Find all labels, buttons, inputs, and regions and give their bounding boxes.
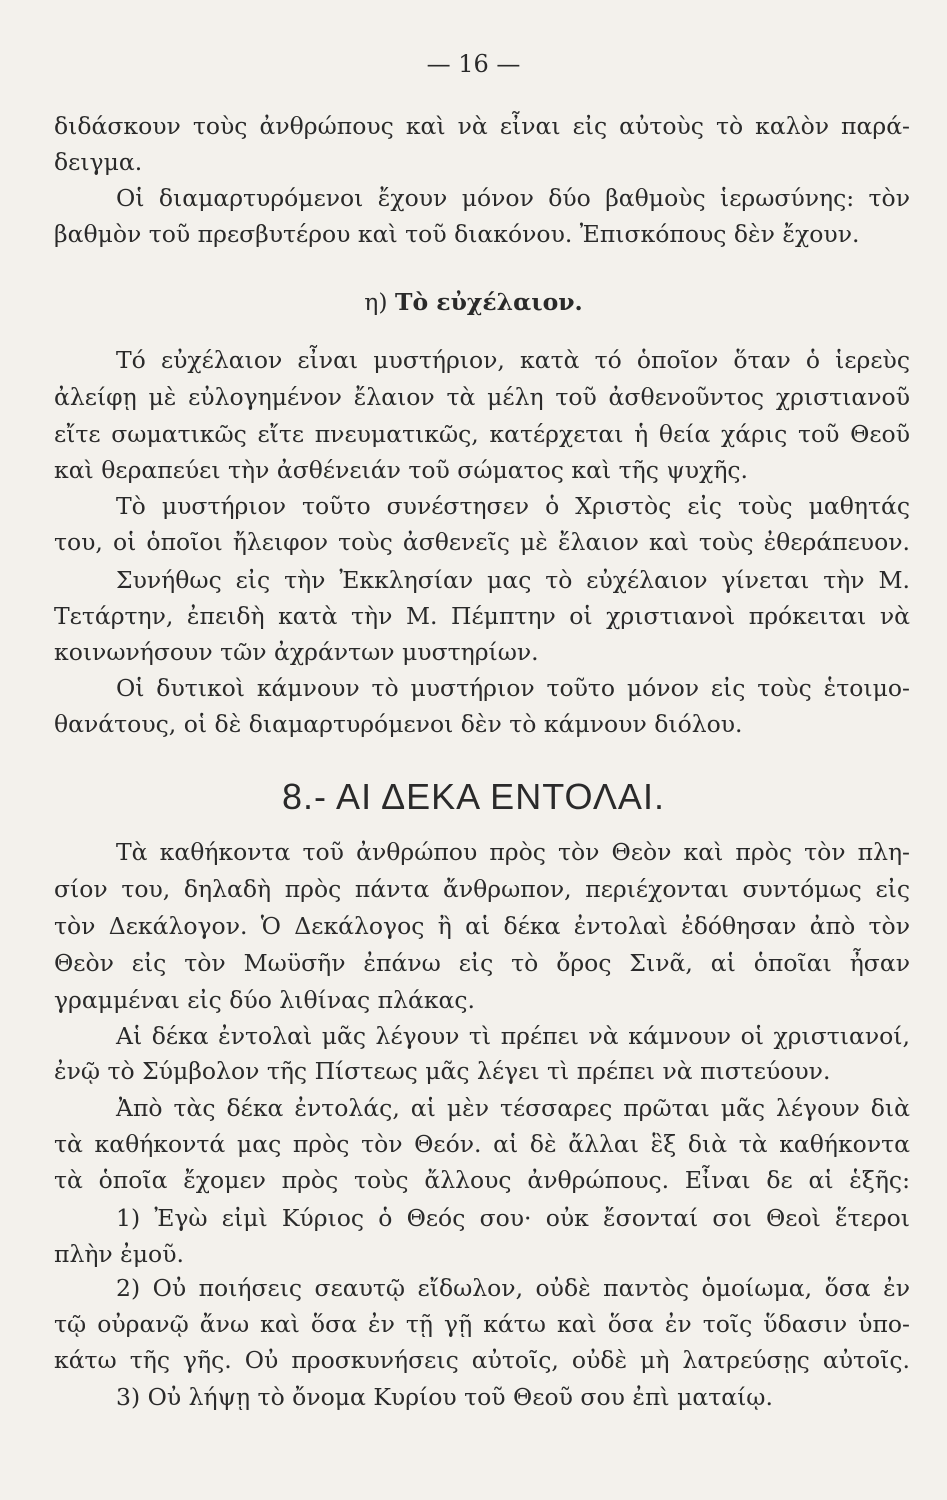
text-line: 3) Οὐ λήψῃ τὸ ὄνομα Κυρίου τοῦ Θεοῦ σου ἐπὶ ματαίῳ. [116, 1383, 773, 1411]
text-line: Τὸ μυστήριον τοῦτο συνέστησεν ὁ Χριστὸς εἰς τοὺς μαθητάς [116, 492, 910, 520]
text-line: τὰ ὁποῖα ἔχομεν πρὸς τοὺς ἄλλους ἀνθρώπους. Εἶναι δε αἱ ἑξῆς: [54, 1166, 910, 1194]
text-line: κοινωνήσουν τῶν ἀχράντων μυστηρίων. [54, 638, 539, 666]
text-line: του, οἱ ὁποῖοι ἤλειφον τοὺς ἀσθενεῖς μὲ ἔλαιον καὶ τοὺς ἐθεράπευον. [54, 528, 910, 556]
text-line: Ἀπὸ τὰς δέκα ἐντολάς, αἱ μὲν τέσσαρες πρῶται μᾶς λέγουν διὰ [116, 1094, 910, 1122]
subsection-label: η) [364, 288, 388, 316]
text-line: Τό εὐχέλαιον εἶναι μυστήριον, κατὰ τό ὁποῖον ὅταν ὁ ἱερεὺς [116, 346, 910, 374]
text-line: 1) Ἐγὼ εἰμὶ Κύριος ὁ Θεός σου· οὐκ ἔσονταί σοι Θεοὶ ἕτεροι [116, 1204, 910, 1232]
text-line: Θεὸν εἰς τὸν Μωϋσῆν ἐπάνω εἰς τὸ ὄρος Σινᾶ, αἱ ὁποῖαι ἦσαν [54, 949, 910, 977]
text-line: Τετάρτην, ἐπειδὴ κατὰ τὴν Μ. Πέμπτην οἱ χριστιανοὶ πρόκειται νὰ [54, 602, 910, 630]
section-title: 8.- ΑΙ ΔΕΚΑ ΕΝΤΟΛΑΙ. [282, 776, 665, 817]
text-line: Τὰ καθήκοντα τοῦ ἀνθρώπου πρὸς τὸν Θεὸν καὶ πρὸς τὸν πλη- [116, 838, 910, 866]
text-line: τὸν Δεκάλογον. Ὁ Δεκάλογος ἢ αἱ δέκα ἐντολαὶ ἐδόθησαν ἀπὸ τὸν [54, 912, 910, 940]
text-line: δειγμα. [54, 148, 143, 176]
text-line: 2) Οὐ ποιήσεις σεαυτῷ εἴδωλον, οὐδὲ παντὸς ὁμοίωμα, ὅσα ἐν [116, 1274, 910, 1302]
text-line: πλὴν ἐμοῦ. [54, 1240, 184, 1268]
text-line: εἴτε σωματικῶς εἴτε πνευματικῶς, κατέρχεται ἡ θεία χάρις τοῦ Θεοῦ [54, 420, 910, 448]
text-line: θανάτους, οἱ δὲ διαμαρτυρόμενοι δὲν τὸ κάμνουν διόλου. [54, 710, 743, 738]
subsection-heading [0, 284, 947, 320]
text-line: τῷ οὐρανῷ ἄνω καὶ ὅσα ἐν τῇ γῇ κάτω καὶ ὅσα ἐν τοῖς ὕδασιν ὑπο- [54, 1310, 910, 1338]
text-line: Αἱ δέκα ἐντολαὶ μᾶς λέγουν τὶ πρέπει νὰ κάμνουν οἱ χριστιανοί, [116, 1022, 910, 1050]
text-line: κάτω τῆς γῆς. Οὐ προσκυνήσεις αὐτοῖς, οὐδὲ μὴ λατρεύσῃς αὐτοῖς. [54, 1346, 910, 1374]
text-line: καὶ θεραπεύει τὴν ἀσθένειάν τοῦ σώματος καὶ τῆς ψυχῆς. [54, 456, 749, 484]
text-line: σίον του, δηλαδὴ πρὸς πάντα ἄνθρωπον, περιέχονται συντόμως εἰς [54, 875, 910, 903]
text-line: Συνήθως εἰς τὴν Ἐκκλησίαν μας τὸ εὐχέλαιον γίνεται τὴν Μ. [116, 566, 910, 594]
text-line: διδάσκουν τοὺς ἀνθρώπους καὶ νὰ εἶναι εἰς αὐτοὺς τὸ καλὸν παρά- [54, 112, 910, 140]
page-number: — 16 — [426, 50, 521, 78]
text-line: Οἱ διαμαρτυρόμενοι ἔχουν μόνον δύο βαθμοὺς ἱερωσύνης: τὸν [116, 184, 910, 212]
text-line: βαθμὸν τοῦ πρεσβυτέρου καὶ τοῦ διακόνου. Ἐπισκόπους δὲν ἔχουν. [54, 220, 860, 248]
text-line: ἀλείφῃ μὲ εὐλογημένον ἔλαιον τὰ μέλη τοῦ ἀσθενοῦντος χριστιανοῦ [54, 383, 910, 411]
text-line: τὰ καθήκοντά μας πρὸς τὸν Θεόν. αἱ δὲ ἄλλαι ἓξ διὰ τὰ καθήκοντα [54, 1130, 910, 1158]
text-line: γραμμέναι εἰς δύο λιθίνας πλάκας. [54, 986, 476, 1014]
text-line: ἐνῷ τὸ Σύμβολον τῆς Πίστεως μᾶς λέγει τὶ πρέπει νὰ πιστεύουν. [54, 1057, 831, 1085]
text-line: Οἱ δυτικοὶ κάμνουν τὸ μυστήριον τοῦτο μόνον εἰς τοὺς ἑτοιμο- [116, 674, 910, 702]
subsection-title: Τὸ εὐχέλαιον. [394, 288, 583, 316]
